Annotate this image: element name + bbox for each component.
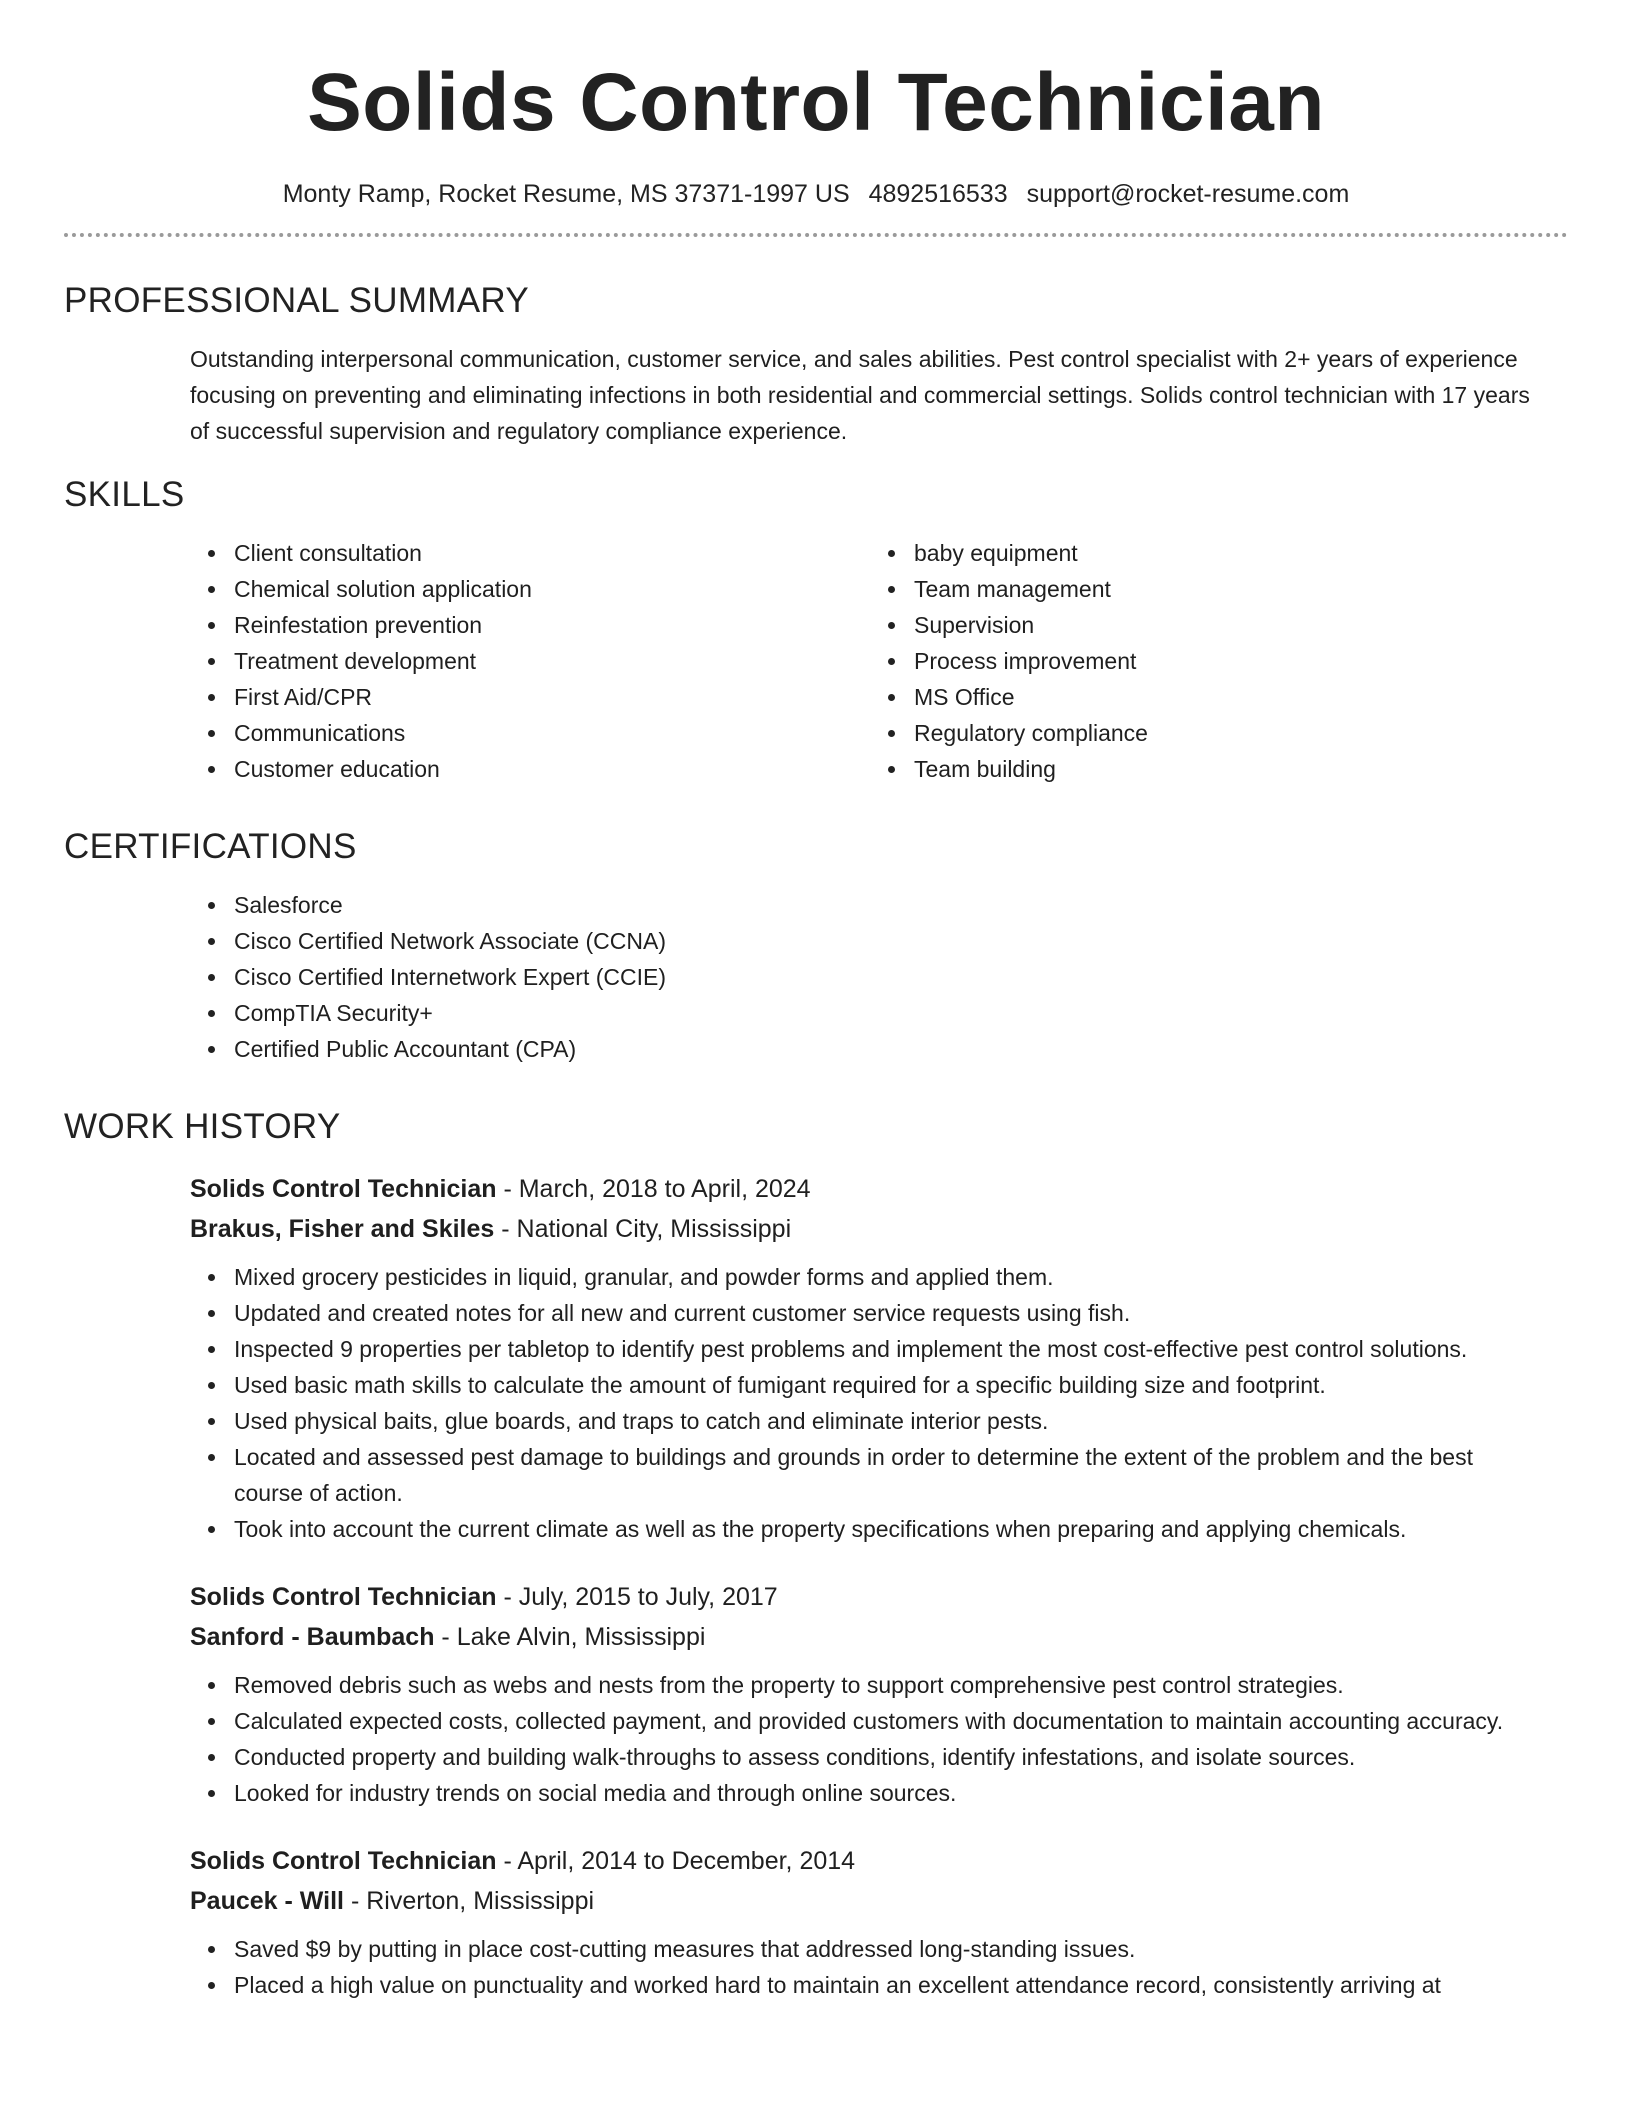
job-bullet: Updated and created notes for all new and current customer service requests using fish.: [234, 1295, 1548, 1331]
skill-item: Chemical solution application: [234, 571, 870, 607]
job-title-line: [190, 1577, 1568, 1617]
work-history-heading: WORK HISTORY: [64, 1107, 341, 1146]
skill-item: baby equipment: [914, 535, 1550, 571]
job-bullet: Conducted property and building walk-throughs to assess conditions, identify infestations, and isolate sources.: [234, 1739, 1548, 1775]
job-location: - National City, Mississippi: [494, 1215, 792, 1243]
job-company: Paucek - Will: [190, 1887, 344, 1915]
job-bullet: Inspected 9 properties per tabletop to identify pest problems and implement the most cost-effective pest control solutions.: [234, 1331, 1548, 1367]
job-location: - Lake Alvin, Mississippi: [434, 1623, 706, 1651]
certification-item: Certified Public Accountant (CPA): [234, 1031, 1568, 1067]
job-bullet-list: [190, 1667, 1568, 1811]
job-entry: [190, 1841, 1568, 2003]
job-bullet: Mixed grocery pesticides in liquid, granular, and powder forms and applied them.: [234, 1259, 1548, 1295]
skill-item: Regulatory compliance: [914, 715, 1550, 751]
job-bullet: Used basic math skills to calculate the amount of fumigant required for a specific building size and footprint.: [234, 1367, 1548, 1403]
skill-item: First Aid/CPR: [234, 679, 870, 715]
contact-phone: 4892516533: [868, 180, 1008, 208]
certification-item: CompTIA Security+: [234, 995, 1568, 1031]
job-role: Solids Control Technician: [190, 1847, 497, 1875]
job-company-line: [190, 1209, 1568, 1249]
skill-item: Treatment development: [234, 643, 870, 679]
job-company-line: [190, 1881, 1568, 1921]
skill-item: Client consultation: [234, 535, 870, 571]
job-bullet-list: [190, 1931, 1568, 2003]
skills-column-right: [870, 535, 1550, 787]
skills-column-left: [190, 535, 870, 787]
skills-heading: SKILLS: [64, 475, 185, 514]
job-bullet: Calculated expected costs, collected payment, and provided customers with documentation to maintain accounting accuracy.: [234, 1703, 1548, 1739]
job-bullet: Looked for industry trends on social media and through online sources.: [234, 1775, 1548, 1811]
job-role: Solids Control Technician: [190, 1175, 497, 1203]
job-dates: - April, 2014 to December, 2014: [496, 1847, 856, 1875]
job-entry: [190, 1577, 1568, 1811]
skill-item: Team building: [914, 751, 1550, 787]
summary-heading: PROFESSIONAL SUMMARY: [64, 281, 529, 320]
header-divider: [64, 233, 1568, 237]
certification-item: Cisco Certified Network Associate (CCNA): [234, 923, 1568, 959]
job-bullet-list: [190, 1259, 1568, 1547]
job-entry: [190, 1169, 1568, 1547]
skill-item: Reinfestation prevention: [234, 607, 870, 643]
job-dates: - July, 2015 to July, 2017: [496, 1583, 778, 1611]
skill-item: Supervision: [914, 607, 1550, 643]
job-bullet: Removed debris such as webs and nests from the property to support comprehensive pest control strategies.: [234, 1667, 1548, 1703]
job-bullet: Located and assessed pest damage to buildings and grounds in order to determine the extent of the problem and the best course of action.: [234, 1439, 1548, 1511]
job-bullet: Took into account the current climate as well as the property specifications when preparing and applying chemicals.: [234, 1511, 1548, 1547]
job-company-line: [190, 1617, 1568, 1657]
job-bullet: Used physical baits, glue boards, and traps to catch and eliminate interior pests.: [234, 1403, 1548, 1439]
job-company: Sanford - Baumbach: [190, 1623, 435, 1651]
certifications-list: [190, 887, 1568, 1067]
resume-title: Solids Control Technician: [307, 57, 1325, 148]
skill-item: Customer education: [234, 751, 870, 787]
certifications-heading: CERTIFICATIONS: [64, 827, 357, 866]
skill-item: Team management: [914, 571, 1550, 607]
job-bullet: Saved $9 by putting in place cost-cutting measures that addressed long-standing issues.: [234, 1931, 1548, 1967]
skill-item: Process improvement: [914, 643, 1550, 679]
job-dates: - March, 2018 to April, 2024: [496, 1175, 811, 1203]
skills-list: [190, 535, 1568, 787]
certification-item: Salesforce: [234, 887, 1568, 923]
skill-item: Communications: [234, 715, 870, 751]
job-company: Brakus, Fisher and Skiles: [190, 1215, 495, 1243]
job-bullet: Placed a high value on punctuality and worked hard to maintain an excellent attendance record, consistently arriving at: [234, 1967, 1548, 2003]
contact-address: Monty Ramp, Rocket Resume, MS 37371-1997 US: [282, 180, 850, 208]
certification-item: Cisco Certified Internetwork Expert (CCIE): [234, 959, 1568, 995]
job-location: - Riverton, Mississippi: [344, 1887, 595, 1915]
summary-text: Outstanding interpersonal communication, customer service, and sales abilities. Pest control specialist with 2+ years of experience focusing on preventing and eliminating infections in both residential and commercial settings. Solids control technician with 17 years of successful supervision and regulatory compliance experience.: [190, 346, 1530, 444]
job-role: Solids Control Technician: [190, 1583, 497, 1611]
contact-email: support@rocket-resume.com: [1026, 180, 1350, 208]
job-title-line: [190, 1169, 1568, 1209]
contact-line: [64, 180, 1568, 209]
job-title-line: [190, 1841, 1568, 1881]
skill-item: MS Office: [914, 679, 1550, 715]
